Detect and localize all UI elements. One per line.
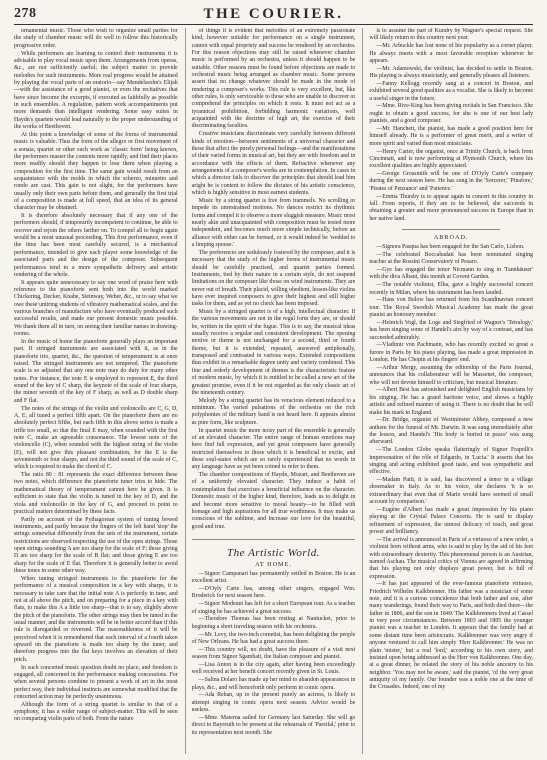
news-item: —Dr. Bridge, organist of Westminster Abbey, composed a new anthem for the funeral of Mr. Darwin. It was sung immediately after the lesson, and Handel's 'His body is buried in peace' was sung afterward.: [369, 417, 534, 446]
article-paragraph: Melody by a string quartet has its veracious element reduced to a minimum. The varied pulsations of the orchestra on the rich polyphonies of the military band is not heard here. It appears almost as pure form, like sculpture.: [191, 397, 356, 426]
news-item: —Gye has engaged the tenor Nicmann to sing in 'Tannhäuser' with the diva Albani, this month at Covent Garden.: [369, 266, 534, 281]
article-paragraph: Partly on account of the Pythagorean system of tuning bowed instruments, and partly because the fingers of the left hand 'stop' the strings somewhat differently from the sets of the instrument, certain restrictions are observed respecting the use of the open strings. Those open strings sounding A are too sharp for the scale of F; those giving D are too sharp for the scale of B flat; and those giving E are too sharp for the scale of E flat. Therefore it is generally better to avoid these tones in some other way.: [14, 516, 178, 575]
news-item: —Arthur Mergy, assuming the editorship of the Paris Journal, announces that his collaborateur will be Massenet, the composer, who will not devote himself to criticism, but musical literature.: [369, 364, 534, 386]
news-item: —Vladimir von Pachmann, who has recently excited so great a furore in Paris by his piano playing, has made a great impression in London. He has Chopin at his fingers' end.: [369, 342, 534, 364]
page-number: 278: [14, 6, 37, 21]
article-paragraph: The preferences are sedulously fostered by the composer, and it is necessary that the study of the higher forms of instrumental music should be carefully practised, and quartet parties formed. Instruments, tied by their nature in a certain style, do not suspend limitations on the composer like those on wind instruments. They are never out of breath. Their placid, willing obedient, lesson-like violins have ever inspired composers to give their highest and still higher tasks for them, and as yet no check has been imposed.: [191, 249, 356, 308]
article-paragraph: In quartet music the more noisy part of the ensemble is generally of an elevated character. The entire range of human emotions may here find full expression, and yet great composers have generally restricted themselves to those which it is beneficial to excite, and these soul-states which are so rarely experienced that no words in any language have as yet been coined to refer to them.: [191, 427, 356, 471]
article-paragraph: of things it is evident that melodies of an extremely passionate kind, however suitable for performance on a single instrument, cannot with equal propriety and success be rendered by an orchestra. For this reason objections may still be raised whenever chamber music is performed by an orchestra, unless it should happen to be suitable. Other reasons must be found before objections are made to orchestral music being arranged as chamber music. Some persons assert that no change whatever should be made in the mode of rendering a composer's works. This rule is very excellent, but, like other rules, is only serviceable to those who are unable to discover or comprehend the principles on which it rests. It must not act as a tyrannical prohibition, forbidding harmonic variations, well acquainted with the doctrine of high art, the exercise of their discriminating faculties.: [191, 28, 356, 130]
column-3: [362, 28, 533, 754]
news-item: —Heinrich Vogl, the Loge and Siegfried of Wagner's 'Tetralogy,' has been singing some of Handel's airs by way of a contrast, and has succeeded admirably.: [369, 319, 534, 341]
news-item: —Hans von Bulow has returned from his Scandinavian concert tour. The Royal Swedish Musical Academy has made the great pianist an honorary member.: [369, 297, 534, 319]
news-item: —Salina Dolaro has made up her mind to abandon appearances in plays, &c., and will henceforth only perform in comic opera.: [191, 677, 356, 691]
article-paragraph: The notes of the strings of the violin and violoncello are C, G, D, A, E, all tuned a perfect fifth apart. On the pianoforte there are no absolutely perfect fifths, but each fifth in this above series is made a trifle too small, so that the final E may, when sounded with the first note C, make an agreeable consonance. The lowest note of the violoncello (C), when sounded with the highest string of the violin (E), will not give this pleasant combination, for the E is the seventeenth or four sharps, and not the third sound of the scale of C, which is required to make the chord of C.: [14, 405, 178, 471]
article-paragraph: At this point a knowledge of some of the forms of instrumental music is valuable. Thus the form of the allegro or first movement of a sonata, quartet or other such work as 'classic form' being known, the performers master the contents more rapidly, and find their places more readily should they happen to lose them when playing a composition for the first time. The same gain would result from an acquaintance with the molds in which the scherzo, minuetto and rondo are cast. This gain is not slight, for the performers have usually only their own parts before them, and generally the first trial of a composition is made at full speed, that an idea of its general character may be obtained.: [14, 131, 178, 212]
article-paragraph: Music by a string quartet is free from trammels. No scrolling or impede its unrestrained motions. No dances restrict its rhythmic forms and compel it to observe a more sluggish measure. Music most nearly akin and unacquainted with composition must be tested more independent, and becomes much more simple technically, before an alliance with either can be formed, or it would indeed be 'wedded to a limping spouse.': [191, 197, 356, 248]
news-item: —Emma Thursby is to appear again in concert in this country in fall. From reports, if they are to be believed, she succeeds in obtaining a greater and more pronounced success in Europe than in her native land.: [369, 193, 534, 222]
news-item: —D'Oyly Carte has, among other singers, engaged Wm. Broderick for next season here.: [191, 586, 356, 600]
news-item: —This country will, no doubt, have the pleasure of a visit next season from Signor Sgambati, the Italian composer and pianist.: [191, 646, 356, 661]
columns: [14, 28, 533, 754]
section-divider: [402, 229, 500, 230]
news-item: —Henry Carter, the organist, once at Trinity Church, is back from Cincinnati, and is now performing at Plymouth Church, where his excellent qualities are highly appreciated.: [369, 148, 534, 170]
news-item: —Lisa Anton is in the city again, after having been exceedingly well received at her benefit concert recently given in St. Louis.: [191, 662, 356, 676]
section-title: The Artistic World.: [192, 539, 356, 559]
news-item: —The arrival is announced in Paris of a virtuoso of a new order, a violinist born without arms, who is said to play by the aid of his feet with extraordinary dexterity. This phenomenal person is an Austrian, named Aschau. The musical critics of Vienna are agreed in affirming that his playing not only displays great power, but is full of expression.: [369, 536, 534, 580]
column-2: [185, 28, 356, 754]
news-item: —Signor Campanari has permanently settled in Boston. He is an excellent artist.: [191, 570, 356, 585]
news-item: —The notable violinist, Elba, gave a highly successful concert recently in Milan, where his instrument has been lauded.: [369, 282, 534, 296]
news-item: —Albert Best has astonished and delighted English musicians by his singing. He has a grand baritone voice, and shows a highly artistic and refined manner of using it. There is no doubt that he will make his mark in England.: [369, 387, 534, 416]
header-rule: [14, 24, 533, 25]
news-item: is to assume the part of Kundry by Wagner's special request. She will likely return to this country next year.: [369, 28, 534, 42]
news-item: —Mr. Adamowski, the violinist, has decided to settle in Boston. His playing is always musicianly, and generally pleases all listeners.: [369, 65, 534, 80]
article-paragraph: It appears quite unnecessary to say one word of praise here with reference to the pianoforte sent both into the world marked Chickering, Decker, Knabe, Steinway, Weber, &c., or to say what we owe these untiring students of vibratory mathematical scales, and the various branches of manufacture who have eventually produced such successful results, and made our present domestic music possible. We thank them all in turn, on seeing their familiar names in drawing-rooms.: [14, 279, 178, 338]
masthead-title: THE COURIER.: [203, 5, 344, 22]
article-paragraph: While performers are learning to control their instruments it is advisable to play vocal music upon them. Arrangements from operas, &c., are not sufficiently useful; the subject matter to provide melodies for such instruments. More real progress would be attained by playing the vocal parts of an oratorio—say Mendelssohn's Elijah—with the assistance of a good pianist, or even the recitatives that have since become the excerpts, if executed as faithfully as possible in such ensembles. A regulation, pattern work accompaniments put more demands than intelligent rendering. Some easy suites in Haydn's quartets would lead naturally to the proper understanding of the works of Beethoven.: [14, 50, 178, 130]
news-item: —Eugène d'Albert has made a great impression by his piano playing at the Crystal Palace Concerts. He is said to display refinement of expression, the utmost delicacy of touch, and great power and brilliancy.: [369, 506, 534, 535]
news-item: —Theodore Thomas has been resting at Nantucket, prior to beginning a short traveling season with his orchestra.: [191, 616, 356, 630]
news-item: —The London Globe speaks flatteringly of Signor Frapolli's impersonation of the rôle of Edgardo, in 'Lucia.' It asserts that his singing and acting exhibited good taste, and was sympathetic and effective.: [369, 447, 534, 476]
news-item: —Mr. Levy, the two-inch cornetist, has been delighting the people of New Orleans. He has had a great success there.: [191, 631, 356, 645]
page-header: [14, 4, 533, 24]
news-item: —Fanny Kellogg recently sang at a concert in Boston, and exhibited several good qualities as a vocalist. She is likely to become a useful singer in the future.: [369, 80, 534, 102]
column-1: [14, 28, 178, 754]
news-item: —Ada Rehan, up to the present purely an actress, is likely to attempt singing in comic opera next season. Advice would be useless.: [191, 692, 356, 714]
article-paragraph: Although the form of a string quartet is similar to that of a symphony, it has a wider range of subject-matter. This will be seen on comparing violin parts of both. From the nature: [14, 701, 178, 723]
article-paragraph: ornamental music. Those who wish to organize small parties for the study of chamber music will do well to follow this historically progressive order.: [14, 28, 178, 49]
news-item: —Mr. Arbuckle has lost none of his popularity as a cornet player. He always meets with a most favorable reception whenever he appears.: [369, 43, 534, 64]
news-item: —Mme. Rive-King has been giving recitals in San Francisco. She ought to obtain a good success, for she is one of our best lady pianists, and a good composer.: [369, 103, 534, 125]
news-item: —Madam Patti, it is said, has discovered a tenor in a village shoemaker in Italy. As to his voice, she declares 'it is so extraordinary that even that of Mario would have seemed of small account by comparison.': [369, 477, 534, 506]
news-item: —Signor Modenni has left for a short European tour. As a teacher of singing he has achieved a great success.: [191, 601, 356, 615]
article-paragraph: Music by a stringed quartet is of a high, intellectual character. If the various movements are not in the regal form they are, or should be, written in the spirit of the fugue. This is to say, the musical ideas usually receive a regular and consistent development. The opening motive or theme is not unchanged for a second, third or fourth theme, but it is extended, repeated, answered antiphonally, transposed and contrasted in various ways. Extended compositions thus exhibit in a remarkable degree unity and variety combined. This fine and orderly development of themes is the characteristic feature of modern music, by which it is entitled to be called a new art of the greatest promise, even if it be not regarded as the only classic art of the nineteenth century.: [191, 309, 356, 396]
news-item: —The celebrated Boccabadati has been nominated singing teacher at the Rossini Conservatory of Pesaro.: [369, 251, 534, 266]
news-item: —It has just appeared of the ever-famous pianoforte virtuoso, Friedrich Wilhelm Kalkbrenner. His father was a musician of some note, and it is a curious coincidence that both father and son, after many wanderings, found their way to Paris, and both died there—the father in 1806, and the son in 1849. The Kalkbrenners lived at Cassel in very poor circumstances. Between 1803 and 1805 the younger pianist was a teacher in London. It appears that the family had at some distant time been aristocratic. Kalkbrenner was very angry if anyone ventured to call him simply 'Herr Kalkbrenner.' He was no plain 'mister,' but a real 'lord,' according to his own story, and insisted upon being addressed as the Herr von Kalkbrenner. One day, at a great dinner, he related the story of his noble ancestry to his neighbor. 'You may not be aware,' said the pianist, 'of the very great antiquity of my family. Our founder was a noble one at the time of the Crusades. Indeed, one of my: [369, 581, 534, 691]
article-paragraph: It is therefore absolutely necessary that if any one of the performers should, if temporarily incompetent to continue, be able to recover and rejoin the others farther on. To compel all to begin again would be a most unusual proceeding. This first performance, even if the time has been most carefully secured, is a mechanical performance, intended to give each player some knowledge of the associated parts and the design of the composer. Subsequent performances tend to a more sympathetic delivery and artistic rendering of the whole.: [14, 213, 178, 278]
news-item: —Mme. Materna sailed for Germany last Saturday. She will go direct to Bayreuth to be present at the rehearsals of 'Parsifal,' prior to its representation next month. She: [191, 714, 356, 736]
abroad-title: ABROAD.: [433, 233, 469, 241]
article-paragraph: Creative musicians discriminate very carefully between different kinds of emotion—between sentiments of a universal character and those that affect the purely personal feelings—and the manifestations of their varied forms in musical art, but they are with freedom and in accordance with the effects of them. Refractive whenever any arrangements of a composer's works are in contemplation. In cases in which a director fails to discover the principles that should lead him aright he is content to follow the dictates of his artistic conscience, which is highly sensitive in most earnest students.: [191, 131, 356, 197]
article-paragraph: The ratio 80 : 81 represents the exact difference between these two notes, which difference the pianoforte tuner tries to hide. The mathematical theory of temperament cannot here be given. It is sufficient to state that the violin is tuned in the key of D, and the viola and violoncello in the key of G, and proceed to point to practical matters determined by these facts.: [14, 472, 178, 515]
news-item: —Signora Pasqua has been engaged for the San Carlo, Lisbon.: [376, 243, 525, 250]
subsection-title: AT HOME.: [255, 560, 292, 568]
article-paragraph: The chamber compositions of Haydn, Mozart, and Beethoven are of a uniformly elevated character. They induce a habit of contemplation that exercises a beneficial influence on the character. Domestic music of the higher kind, therefore, leads us to delight in and become more sensitive to moral beauty—to be filled with homage and high aspirations for all true worthiness. It may make us conscious of the sublime, and increase our love for the beautiful, good and true.: [191, 472, 356, 530]
article-paragraph: In such concerted music question doubt no place, and freedom is engaged, all concerned in the performance making concessions. For when several persons combine to present a work of art in the most perfect way, their individual instincts are somewhat modified that the concerted action may be perfectly unanimous.: [14, 664, 178, 700]
article-paragraph: When tuning stringed instruments to the pianoforte for the performance of a musical composition in a key with sharps, it is necessary to take care that the initial note A is perfectly in tune, and not at all above the pitch, and on preparing for a piece in a key with flats, to make this A a little too sharp—that is to say, slightly above the pitch of the pianoforte. The other strings may then be tuned in the usual manner, and the instruments will be in better accord than if this rule is disregarded or reversed. The reasonableness of it will be perceived when it is remembered that each interval of a fourth taken upward on the pianoforte is made too sharp by the tuner, and therefore progress into the flat keys involves an elevation of their pitch.: [14, 575, 178, 663]
news-item: —George Grossmith will be one of D'Oyly Carte's company during the next season here. He has sung in the 'Sorcerer,' 'Pinafore,' 'Pirates of Penzance' and 'Patience.': [369, 171, 534, 192]
article-paragraph: In the music of home the pianoforte generally plays an important part. If stringed instruments are associated with it, as in the pianoforte trio, quartet, &c., the question of temperament is at once raised. The stringed instruments are not tempered. The pianoforte scale is so adjusted that any one note may do duty for many other notes. For instance, the note E is employed to represent E, the third sound of the key of C sharp, the keynote of the scale of four sharps, the minor seventh of the key of F sharp, as well as D double sharp and F flat.: [14, 338, 178, 404]
news-item: —Mr. Hanchett, the pianist, has made a good position here for himself already. He is a performer of great merit, and a writer of more spirit and varied than most musicians.: [369, 125, 534, 147]
